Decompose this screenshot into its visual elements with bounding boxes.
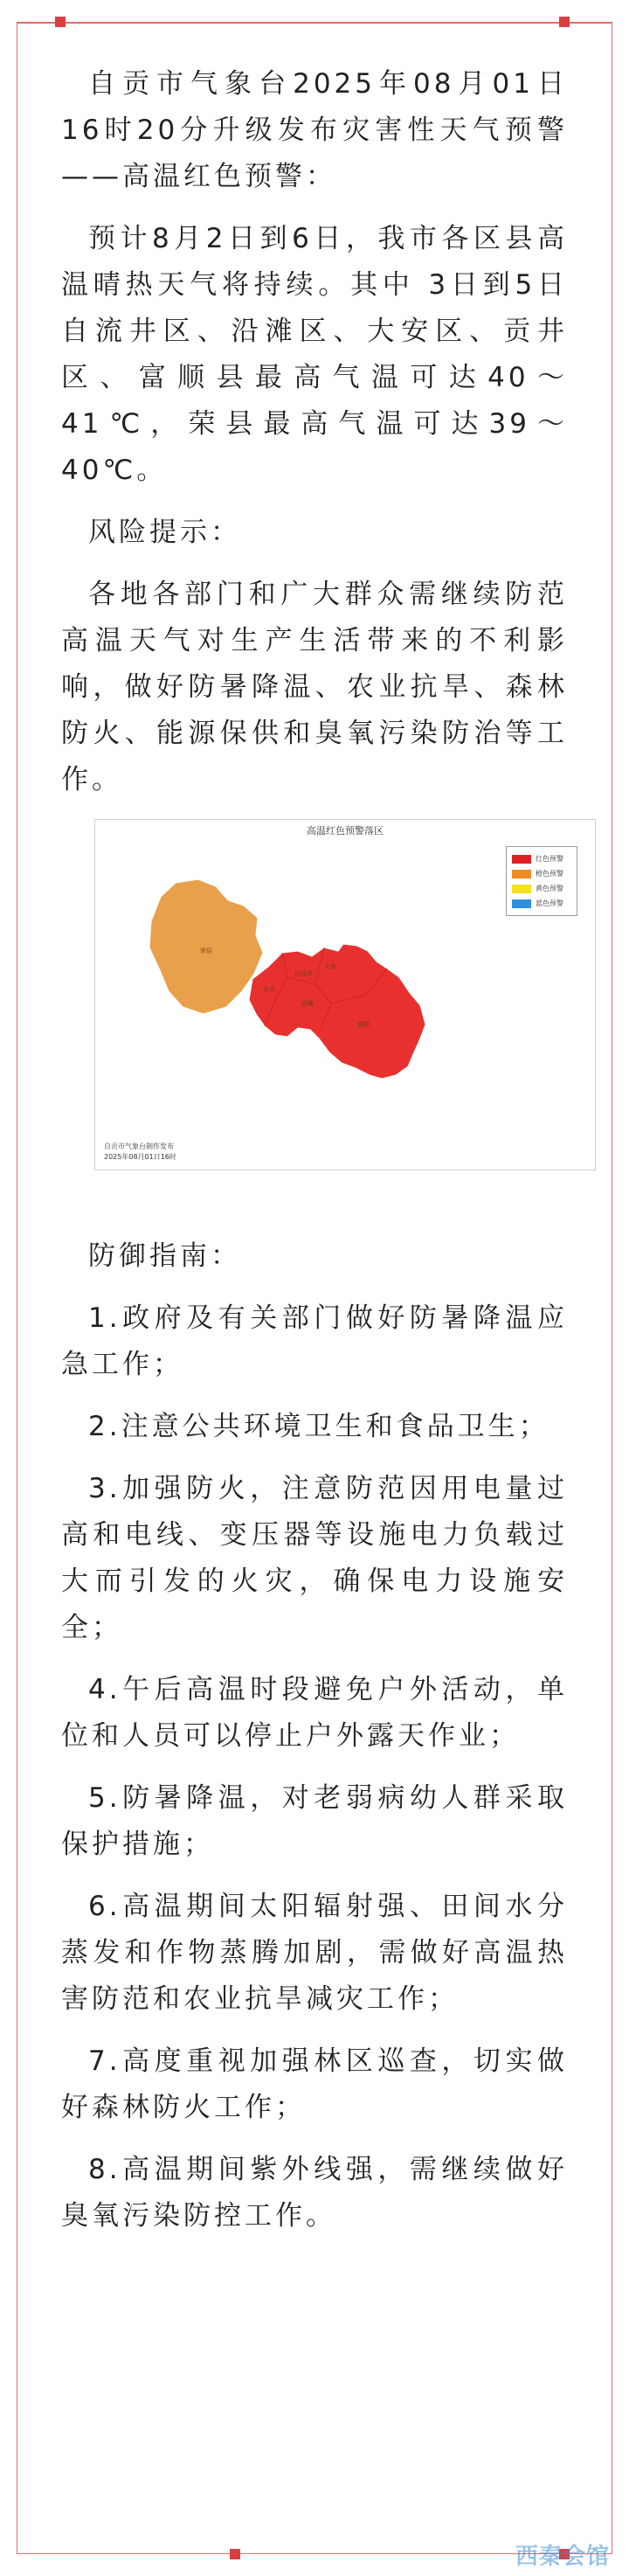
risk-paragraph: 各地各部门和广大群众需继续防范高温天气对生产生活带来的不利影响，做好防暑降温、农业抗旱、森林防火、能源保供和臭氧污染防治等工作。 xyxy=(61,579,568,795)
map-region-orange xyxy=(149,879,263,1014)
watermark-logo: 西秦会馆 xyxy=(515,2544,610,2570)
map-title: 高温红色预警落区 xyxy=(307,825,384,837)
guide-item: 3.加强防火，注意防范因用电量过高和电线、变压器等设施电力负载过大而引发的火灾，确保电力设施安全； xyxy=(61,1473,568,1643)
legend-label: 蓝色预警 xyxy=(536,899,563,907)
guide-item: 4.午后高温时段避免户外活动，单位和人员可以停止户外露天作业； xyxy=(61,1674,568,1752)
intro-paragraph: 自贡市气象台2025年08月01日16时20分升级发布灾害性天气预警——高温红色预警： xyxy=(61,68,568,192)
corner-square xyxy=(559,17,570,27)
risk-heading: 风险提示： xyxy=(88,517,241,548)
legend-label: 黄色预警 xyxy=(536,885,563,892)
legend-item xyxy=(512,881,571,896)
legend-swatch xyxy=(512,885,531,893)
corner-square xyxy=(230,2549,240,2559)
guide-item: 2.注意公共环境卫生和食品卫生； xyxy=(88,1411,550,1442)
forecast-paragraph: 预计8月2日到6日，我市各区县高温晴热天气将持续。其中 3日到5日自流井区、沿滩区、大安区、贡井区、富顺县最高气温可达40～41℃，荣县最高气温可达39～40℃。 xyxy=(61,223,568,486)
guide-item: 8.高温期间紫外线强，需继续做好臭氧污染防控工作。 xyxy=(61,2154,568,2232)
map-region-red xyxy=(249,944,425,1079)
map-credit xyxy=(104,1142,176,1163)
map-credit-line: 自贡市气象台制作发布 xyxy=(104,1142,174,1150)
legend-label: 橙色预警 xyxy=(536,870,563,878)
map-credit-line: 2025年08月01日16时 xyxy=(104,1153,176,1161)
guide-item: 1.政府及有关部门做好防暑降温应急工作； xyxy=(61,1302,568,1380)
map-legend xyxy=(506,846,577,916)
legend-item xyxy=(512,866,571,881)
guide-heading: 防御指南： xyxy=(88,1240,241,1272)
guide-item: 7.高度重视加强林区巡查，切实做好森林防火工作； xyxy=(61,2045,568,2123)
guide-item: 6.高温期间太阳辐射强、田间水分蒸发和作物蒸腾加剧，需做好高温热害防范和农业抗旱减灾工作； xyxy=(61,1891,568,2015)
region-label: 富顺 xyxy=(357,1021,370,1028)
region-label: 自流井 xyxy=(294,970,313,977)
legend-swatch xyxy=(512,855,531,864)
region-label: 贡井 xyxy=(263,986,275,993)
legend-item xyxy=(512,851,571,866)
warning-map xyxy=(94,819,596,1170)
legend-swatch xyxy=(512,899,531,908)
guide-item: 5.防暑降温，对老弱病幼人群采取保护措施； xyxy=(61,1782,568,1860)
legend-label: 红色预警 xyxy=(536,855,563,863)
region-label: 大安 xyxy=(324,963,336,970)
legend-swatch xyxy=(512,870,531,878)
region-label: 荣县 xyxy=(200,948,212,955)
region-label: 沿滩 xyxy=(301,1000,314,1007)
corner-square xyxy=(55,17,66,27)
article-body xyxy=(61,61,568,2255)
top-border xyxy=(17,22,612,24)
legend-item xyxy=(512,896,571,911)
